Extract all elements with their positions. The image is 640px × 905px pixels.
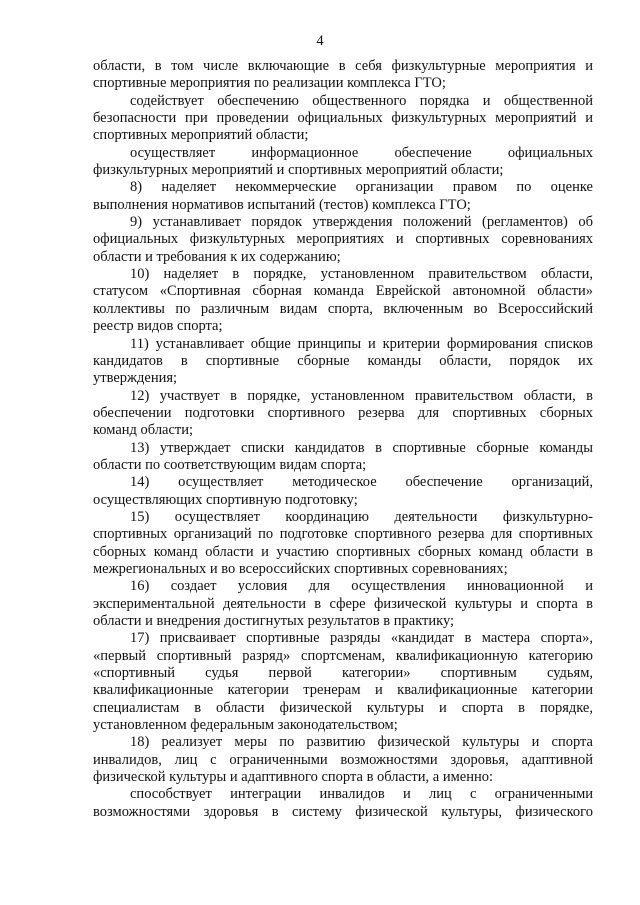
document-body — [93, 58, 593, 821]
text-line: 15) осуществляет координацию деятельности физкультурно- — [130, 508, 593, 525]
text-line: 8) наделяет некоммерческие организации правом по оценке — [130, 179, 593, 196]
text-line: спортивных мероприятий области; — [93, 127, 309, 144]
text-line: 10) наделяет в порядке, установленном правительством области, — [130, 266, 593, 283]
text-line: 13) утверждает списки кандидатов в спортивные сборные команды — [130, 439, 593, 456]
page-number: 4 — [316, 33, 324, 49]
text-line: осуществляет информационное обеспечение официальных — [130, 144, 593, 161]
text-line: статусом «Спортивная сборная команда Еврейской автономной области» — [93, 283, 593, 300]
text-line: 12) участвует в порядке, установленном правительством области, в — [130, 387, 593, 404]
text-line: кандидатов в спортивные сборные команды области, порядок их — [93, 352, 593, 369]
text-line: специалистам в области физической культуры и спорта в порядке, — [93, 699, 593, 716]
text-line: межрегиональных и во всероссийских спортивных соревнованиях; — [93, 560, 508, 577]
text-line: спортивных организаций по подготовке спортивного резерва для спортивных — [93, 526, 593, 543]
text-line: выполнения нормативов испытаний (тестов) комплекса ГТО; — [93, 196, 471, 213]
text-line: области, в том числе включающие в себя физкультурные мероприятия и — [93, 58, 593, 74]
text-line: содействует обеспечению общественного порядка и общественной — [130, 92, 593, 109]
text-line: 17) присваивает спортивные разряды «кандидат в мастера спорта», — [130, 630, 593, 647]
text-line: 14) осуществляет методическое обеспечение организаций, — [130, 474, 593, 491]
text-line: обеспечении подготовки спортивного резерва для спортивных сборных — [93, 404, 593, 421]
text-line: официальных физкультурных мероприятиях и спортивных соревнованиях — [93, 231, 593, 248]
text-line: области и требования к их содержанию; — [93, 248, 341, 265]
text-line: 18) реализует меры по развитию физической культуры и спорта — [130, 734, 593, 751]
text-line: экспериментальной деятельности в сфере физической культуры и спорта в — [93, 595, 593, 612]
text-line: способствует интеграции инвалидов и лиц с ограниченными — [130, 786, 593, 803]
text-line: команд области; — [93, 422, 194, 439]
text-line: 11) устанавливает общие принципы и критерии формирования списков — [130, 335, 593, 352]
text-line: инвалидов, лиц с ограниченными возможностями здоровья, адаптивной — [93, 751, 593, 768]
text-line: «спортивный судья первой категории» спортивным судьям, — [93, 665, 593, 682]
text-line: утверждения; — [93, 370, 178, 387]
text-line: сборных команд области и участию спортивных сборных команд области в — [93, 543, 593, 560]
text-line: квалификационные категории тренерам и квалификационные категории — [93, 682, 593, 699]
text-line: физической культуры и адаптивного спорта в области, а именно: — [93, 769, 493, 786]
text-line: 9) устанавливает порядок утверждения положений (регламентов) об — [130, 214, 593, 231]
text-line: коллективы по различным видам спорта, включенным во Всероссийский — [93, 300, 593, 317]
text-line: спортивные мероприятия по реализации комплекса ГТО; — [93, 75, 446, 92]
text-line: «первый спортивный разряд» спортсменам, квалификационную категорию — [93, 647, 593, 664]
text-line: установленном федеральным законодательством; — [93, 717, 398, 734]
text-line: физкультурных мероприятий и спортивных мероприятий области; — [93, 162, 504, 179]
text-line: возможностями здоровья в систему физической культуры, физического — [93, 803, 593, 820]
text-line: области по соответствующим видам спорта; — [93, 456, 367, 473]
text-line: 16) создает условия для осуществления инновационной и — [130, 578, 593, 595]
text-line: реестр видов спорта; — [93, 318, 223, 335]
text-line: осуществляющих спортивную подготовку; — [93, 491, 358, 508]
text-line: безопасности при проведении официальных физкультурных мероприятий и — [93, 110, 593, 127]
text-line: области и внедрения достигнутых результатов в практику; — [93, 613, 455, 629]
